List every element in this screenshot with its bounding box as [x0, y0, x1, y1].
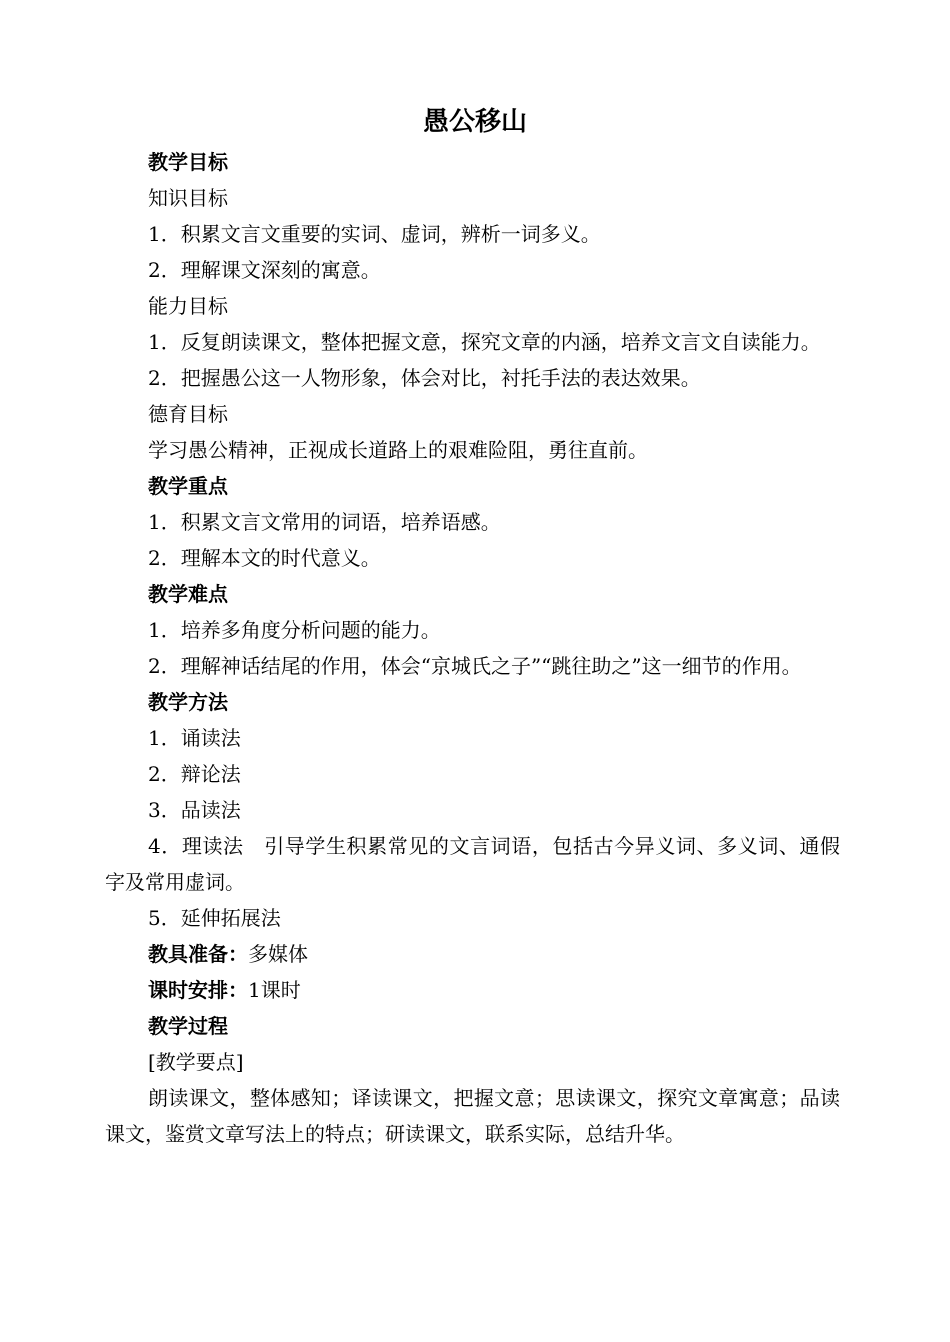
subheading-moral: 德育目标 — [148, 402, 228, 426]
tools-label: 教具准备： — [148, 942, 248, 966]
process-text: 朗读课文，整体感知；译读课文，把握文意；思读课文，探究文章寓意；品读课文，鉴赏文章写法上的特点；研读课文，联系实际，总结升华。 — [105, 1086, 840, 1146]
heading-process: 教学过程 — [148, 1014, 228, 1038]
heading-methods: 教学方法 — [148, 690, 228, 714]
schedule-label: 课时安排： — [148, 978, 248, 1002]
tools-value: 多媒体 — [248, 942, 308, 966]
method-item-1: 1．诵读法 — [148, 726, 241, 750]
schedule-value: 1课时 — [248, 978, 301, 1002]
subheading-ability: 能力目标 — [148, 294, 228, 318]
knowledge-item-2: 2．理解课文深刻的寓意。 — [148, 258, 381, 282]
heading-objectives: 教学目标 — [148, 150, 228, 174]
method-item-2: 2．辩论法 — [148, 762, 241, 786]
heading-difficulties: 教学难点 — [148, 582, 228, 606]
key-item-1: 1．积累文言文常用的词语，培养语感。 — [148, 510, 501, 534]
method-item-3: 3．品读法 — [148, 798, 241, 822]
heading-key-points: 教学重点 — [148, 474, 228, 498]
document-title: 愚公移山 — [422, 107, 527, 137]
key-item-2: 2．理解本文的时代意义。 — [148, 546, 381, 570]
ability-item-2: 2．把握愚公这一人物形象，体会对比，衬托手法的表达效果。 — [148, 366, 701, 390]
difficulty-item-2: 2．理解神话结尾的作用，体会“京城氏之子”“跳往助之”这一细节的作用。 — [148, 654, 802, 678]
ability-item-1: 1．反复朗读课文，整体把握文意，探究文章的内涵，培养文言文自读能力。 — [148, 330, 821, 354]
knowledge-item-1: 1．积累文言文重要的实词、虚词，辨析一词多义。 — [148, 222, 601, 246]
moral-text: 学习愚公精神，正视成长道路上的艰难险阻，勇往直前。 — [148, 438, 648, 462]
method-item-4: 4．理读法 引导学生积累常见的文言词语，包括古今异义词、多义词、通假字及常用虚词。 — [105, 834, 840, 894]
process-subheading: [教学要点] — [148, 1050, 244, 1074]
schedule-line — [105, 972, 840, 1008]
subheading-knowledge: 知识目标 — [148, 186, 228, 210]
method-item-5: 5．延伸拓展法 — [148, 906, 281, 930]
difficulty-item-1: 1．培养多角度分析问题的能力。 — [148, 618, 441, 642]
tools-line — [105, 936, 840, 972]
document-body — [105, 144, 840, 1152]
